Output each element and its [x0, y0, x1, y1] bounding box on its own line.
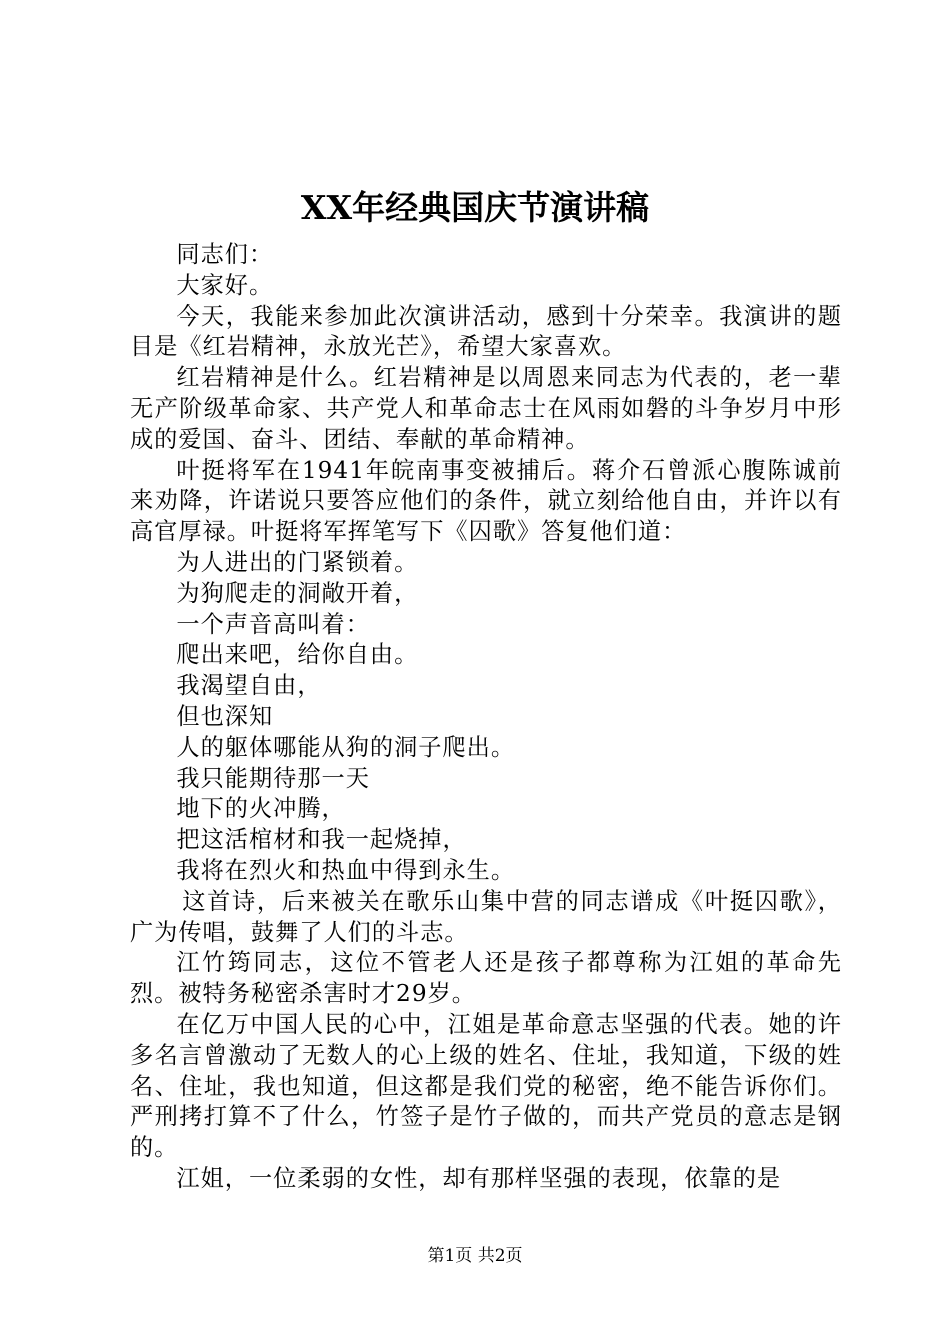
paragraph-jiang-jie-quote: 在亿万中国人民的心中，江姐是革命意志坚强的代表。她的许多名言曾激动了无数人的心上级的姓名、住址，我知道，下级的姓名、住址，我也知道，但这都是我们党的秘密，绝不能告诉你们。严刑拷打算不了什么，竹签子是竹子做的，而共产党员的意志是钢的。	[130, 1010, 842, 1162]
poem-line: 爬出来吧，给你自由。	[176, 641, 419, 669]
poem-line: 为狗爬走的洞敞开着，	[176, 579, 419, 607]
paragraph-jiang-jie-strength: 江姐，一位柔弱的女性，却有那样坚强的表现，依靠的是	[176, 1164, 782, 1192]
paragraph-jiang-zhuyun: 江竹筠同志，这位不管老人还是孩子都尊称为江姐的革命先烈。被特务秘密杀害时才29岁。	[130, 949, 842, 1008]
poem-line: 但也深知	[176, 702, 274, 730]
paragraph-poem-note: 这首诗，后来被关在歌乐山集中营的同志谱成《叶挺囚歌》，广为传唱，鼓舞了人们的斗志。	[130, 887, 842, 946]
poem-line: 我渴望自由，	[176, 672, 322, 700]
page-footer: 第1页 共2页	[427, 1246, 523, 1266]
poem-line: 一个声音高叫着：	[176, 610, 370, 638]
poem-line: 把这活棺材和我一起烧掉，	[176, 826, 467, 854]
paragraph-intro: 今天，我能来参加此次演讲活动，感到十分荣幸。我演讲的题目是《红岩精神，永放光芒》，希望大家喜欢。	[130, 302, 842, 361]
document-body	[130, 240, 842, 1195]
paragraph-hongyan-spirit: 红岩精神是什么。红岩精神是以周恩来同志为代表的，老一辈无产阶级革命家、共产党人和革命志士在风雨如磐的斗争岁月中形成的爱国、奋斗、团结、奉献的革命精神。	[130, 364, 842, 453]
poem-line: 人的躯体哪能从狗的洞子爬出。	[176, 733, 516, 761]
document-title: XX年经典国庆节演讲稿	[300, 188, 650, 227]
paragraph-hello: 大家好。	[176, 271, 274, 299]
paragraph-greeting: 同志们：	[176, 241, 274, 268]
poem-line: 地下的火冲腾，	[176, 795, 346, 823]
poem-line: 我将在烈火和热血中得到永生。	[176, 856, 516, 884]
paragraph-ye-ting: 叶挺将军在1941年皖南事变被捕后。蒋介石曾派心腹陈诚前来劝降，许诺说只要答应他们的条件，就立刻给他自由，并许以有高官厚禄。叶挺将军挥笔写下《囚歌》答复他们道：	[130, 456, 842, 546]
poem-line: 我只能期待那一天	[176, 764, 370, 792]
poem-line: 为人进出的门紧锁着。	[176, 548, 419, 576]
